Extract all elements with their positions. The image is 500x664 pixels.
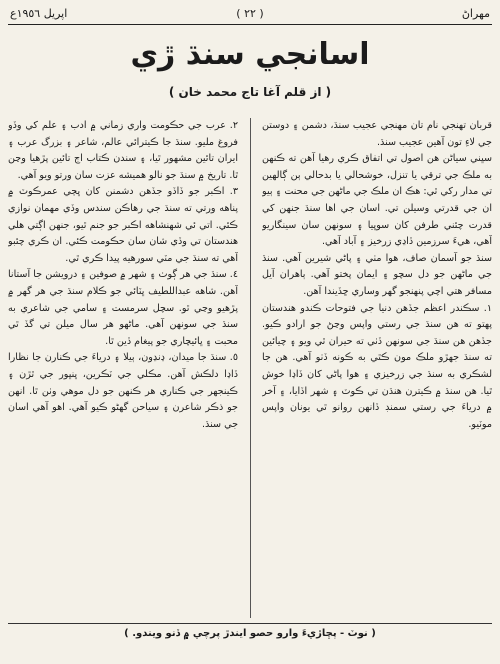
footnote-divider	[8, 623, 492, 624]
left-column	[8, 118, 238, 618]
paragraph: سنڌ جو آسمان صاف، هوا مٺي ۽ پاڻي شيرين آهي. سنڌ جي ماڻهن جو دل سچو ۽ ايمان پختو آهي. ٻاهران آيل مسافر هتي اچي پنهنجو گهر وساري ڇڏيندا آهن.	[262, 252, 492, 297]
paragraph: ٢. عرب جي حڪومت واري زماني ۾ ادب ۽ علم کي وڏو فروغ مليو. سنڌ جا ڪيترائي عالم، شاعر ۽ بزرگ عرب ۽ ايران تائين مشهور ٿيا، ۽ سندن ڪتاب اڄ تائين پڙهيا وڃن ٿا. تاريخ ۾ سنڌ جو نالو هميشه عزت سان ورتو ويو آهي.	[8, 120, 238, 181]
running-header	[8, 6, 492, 25]
footnote: ( نوٽ - پڇاڙيءَ وارو حصو ايندڙ پرچي ۾ ڏنو ويندو. )	[124, 628, 376, 639]
paragraph: ١. سڪندر اعظم جڏهن دنيا جي فتوحات ڪندو هندستان پهتو ته هن سنڌ جي رستي واپس وڃڻ جو ارادو ڪيو. جڏهن هن سنڌ جي سونهن ڏٺي ته حيران ٿي ويو ۽ چيائين ته سنڌ جهڙو ملڪ مون ڪٿي به ڪونه ڏٺو آهي. هن جا لشڪري به سنڌ جي زرخيزي ۽ هوا پاڻي کان ڏاڍا خوش ٿيا. هن سنڌ ۾ ڪيترن هنڌن تي ڪوٽ ۽ شهر اڏايا، ۽ آخر ۾ درياءَ جي رستي سمنڊ ڏانهن روانو ٿي يونان واپس موٽيو.	[262, 302, 492, 430]
page-number: ( ٢٢ )	[236, 7, 264, 20]
column-divider	[250, 118, 251, 618]
right-column	[262, 118, 492, 618]
article-title: اسانجي سنڌ ڙي	[130, 37, 370, 72]
paragraph: ٤. سنڌ جي هر ڳوٺ ۽ شهر ۾ صوفين ۽ درويشن جا آستانا آهن. شاهه عبداللطيف ڀٽائي جو ڪلام سنڌ جي هر گهر ۾ پڙهيو وڃي ٿو. سچل سرمست ۽ سامي جي شاعري به سنڌ جي سونهن آهي. ماڻهو هر سال ميلن تي گڏ ٿي محبت ۽ ڀائيچاري جو پيغام ڏين ٿا.	[8, 269, 238, 347]
paragraph: ٥. سنڌ جا ميدان، ڍنڍون، ٻيلا ۽ درياءَ جي ڪنارن جا نظارا ڏاڍا دلڪش آهن. مڪلي جي ٽڪرين، ڀنڀور جي ٿڙن ۽ ڪينجهر جي ڪناري هر ڪنهن جو دل موهي وٺن ٿا. انهن جو ذڪر شاعرن ۽ سياحن گهڻو ڪيو آهي. اهو آهي اسان جي سنڌ.	[8, 352, 238, 430]
magazine-name: مهراڻ	[461, 7, 490, 20]
issue-date: اپريل ١٩٥٦ع	[10, 7, 68, 20]
paragraph: سڀني سياڻن هن اصول تي اتفاق ڪري رهيا آهن ته ڪنهن به ملڪ جي ترقي يا تنزل، خوشحالي يا بدحالي ٻن ڳالهين تي مدار رکي ٿي: هڪ ان ملڪ جي ماڻهن جي محنت ۽ ٻيو ان جي قدرتي وسيلن تي. اسان جي اها سنڌ جنهن کي قدرت چئني طرفن کان سوڀيا ۽ سونهن سان سينگاريو آهي، هيءَ سرزمين ڏاڍي زرخيز ۽ آباد آهي.	[262, 153, 492, 248]
magazine-page	[8, 6, 492, 658]
paragraph: ٣. اڪبر جو ڏاڏو جڏهن دشمنن کان ڀڄي عمرڪوٽ ۾ پناهه ورتي ته سنڌ جي رهاڪن سندس وڏي مهمان نوازي ڪئي. اتي ئي شهنشاهه اڪبر جو جنم ٿيو، جنهن اڳتي هلي هندستان تي وڏي شان سان حڪومت ڪئي. ان ڪري چئبو آهي ته سنڌ جي مٽي سورهيه پيدا ڪري ٿي.	[8, 186, 238, 264]
article-byline: ( از قلم آغا تاج محمد خان )	[168, 85, 332, 99]
paragraph: قربان تهنجي نام تان مهنجي عجيب سنڌ، دشمن ۽ دوستن جي لاءِ تون آهين عجيب سنڌ.	[262, 120, 492, 148]
